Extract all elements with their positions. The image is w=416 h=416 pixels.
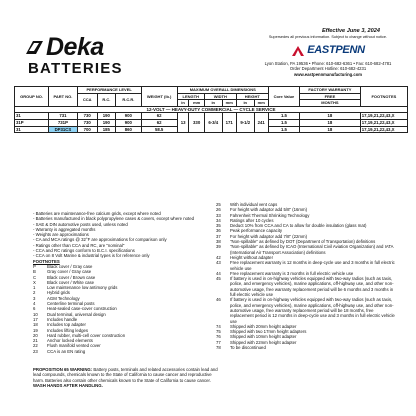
cell-weight: 62	[141, 113, 177, 120]
footnote-item: 37 For height with adaptor add 7/8" (22mm)	[216, 233, 307, 239]
footnote-item: 45 If battery is used in on-highway vehicles equipped with two-way radios (such as taxis, police, and emergency vehicles), marine applications, off-highway use, and other non-automotive usage, free warranty replacement period will be 6 months and 3 months in full electric vehicle use	[216, 276, 394, 298]
footnotes-right-list	[216, 202, 396, 350]
h-weight: WEIGHT (lb.)	[141, 87, 177, 107]
cell-wid-in: 6-3/4	[204, 113, 222, 133]
footnote-item: 6 Heat-sealed case-cover construction	[33, 306, 117, 312]
h-width: WIDTH	[204, 93, 236, 100]
cell-fn: 17,19,21,22,43,X	[360, 119, 407, 126]
h-core: Core Value	[268, 87, 299, 107]
footnote-item: 17 Includes handle	[33, 316, 78, 322]
h-hgt-in: in	[236, 100, 254, 107]
footnote-item: 76 Shipped with 10mm height adapter	[216, 334, 297, 340]
footnote-item: B Gray cover / Gray case	[33, 269, 92, 275]
general-notes	[33, 211, 213, 354]
footnote-item: 2 Hybrid grids	[33, 290, 70, 296]
note-item: - SAE & DIN automotive posts used, unless noted	[33, 221, 128, 227]
h-months: MONTHS	[300, 100, 361, 107]
eastpenn-text: EASTPENN	[307, 43, 365, 56]
footnote-item: 46 If battery is used in on-highway vehicles equipped with two-way radios (such as taxis, police, and emergency vehicles), marine applications, off-highway use, and other non-automotive usage, free warranty replacement period will be 18 months, free replacement period is 12 months in deep-cycle use and 3 months in full electric vehicle use	[216, 297, 395, 324]
footnote-item: 39 "Non-spillable" as defined by ICAO (International Civil Aviation Organization) and IATA (International Air Transport Association) definitions	[216, 244, 394, 255]
cell-months: 18	[300, 113, 361, 120]
footnote-item: 23 CCA is an EN rating	[33, 348, 86, 354]
cell-group: 31	[15, 126, 49, 133]
footnotes-left-list	[33, 264, 213, 354]
cell-months: 18	[300, 126, 361, 133]
cell-hgt-mm: 241	[254, 113, 268, 133]
prop65-title: PROPOSITION 65 WARNING:	[33, 367, 93, 372]
footnote-item: C Black cover / Brown case	[33, 274, 96, 280]
cell-weight: 58.5	[141, 126, 177, 133]
spec-table	[14, 86, 408, 133]
cell-cca: 730	[77, 113, 97, 120]
h-rc: R.C.	[97, 93, 116, 106]
footnote-item: 10 Dual terminal, universal design	[33, 311, 106, 317]
footnote-item: 3 AGM Technology	[33, 295, 80, 301]
header-info	[248, 28, 408, 77]
effective-date: Effective June 3, 2024	[321, 28, 380, 34]
footnote-item: 36 Peak performance capacity	[216, 228, 283, 234]
footnote-item: 20 Hard rubber, multi-cell cover construction	[33, 332, 126, 338]
footnote-item: 78 To be discontinued	[216, 345, 266, 351]
cell-rcr: 860	[116, 126, 141, 133]
footnote-item: 1 Low maintenance low antimony grids	[33, 285, 118, 291]
footnote-item: X Black cover / White case	[33, 279, 95, 285]
h-wid-in: in	[204, 100, 222, 107]
cell-part: 731P	[49, 119, 78, 126]
footnote-item: 77 Shipped with 22mm height adapter	[216, 339, 297, 345]
table-row	[15, 113, 408, 120]
cell-rc: 185	[97, 126, 116, 133]
cell-len-in: 13	[177, 113, 189, 133]
company-address: Lyon Station, PA 19536 • Phone: 610-682-6361 • Fax: 610-682-4781	[264, 60, 392, 66]
h-len-in: in	[177, 100, 189, 107]
h-len-mm: mm	[189, 100, 204, 107]
cell-rcr: 900	[116, 113, 141, 120]
cell-len-mm: 330	[189, 113, 204, 133]
cell-rc: 190	[97, 119, 116, 126]
h-warranty: FACTORY WARRANTY	[300, 87, 361, 94]
cell-cca: 730	[77, 119, 97, 126]
h-part: PART NO.	[49, 87, 78, 107]
cell-core: 1.5	[268, 126, 299, 133]
cell-months: 18	[300, 119, 361, 126]
h-footnotes: FOOTNOTES	[360, 87, 407, 107]
note-item: - Batteries are maintenance-free calcium grids, except where noted	[33, 211, 161, 216]
note-item: - Weights are approximations	[33, 232, 89, 238]
prop65-warning	[33, 367, 218, 388]
note-item: - Ratings other than CCA and RC, are "nominal"	[33, 242, 125, 248]
deka-swoosh-icon	[24, 39, 44, 57]
cell-core: 1.5	[268, 119, 299, 126]
footnote-item: 33 Fahrenheit Thermal Shrinking Technology	[216, 212, 310, 218]
cell-wid-mm: 171	[222, 113, 236, 133]
h-free: FREE	[300, 93, 361, 100]
cell-cca: 700	[77, 126, 97, 133]
footnote-item: 44 Free replacement warranty is 3 months in full electric vehicle use	[216, 270, 354, 276]
note-item: - Warranty is aggregated months	[33, 226, 96, 232]
footnote-item: 74 Shipped with 20mm height adapter	[216, 323, 297, 329]
h-height: HEIGHT	[236, 93, 268, 100]
footnote-item: 35 Deduct 10% from CCA and CA to allow for double insulation (glass mat)	[216, 223, 367, 229]
eastpenn-mark-icon	[291, 45, 305, 57]
footnote-item: 75 Shipped with two 17mm height adapters	[216, 329, 307, 335]
order-hotline: Order Department Hotline: 610-682-4231	[289, 66, 367, 72]
cell-fn: 17,19,21,22,43,X	[360, 113, 407, 120]
footnote-item: P Black cover / Gray case	[33, 263, 93, 269]
h-perf: PERFORMANCE LEVEL	[77, 87, 141, 94]
cell-group: 31P	[15, 119, 49, 126]
section-title: 12-VOLT — HEAVY-DUTY COMMERCIAL — CYCLE SERVICE	[15, 106, 408, 113]
footnote-item: 22 Flush manifold vented cover	[33, 343, 101, 349]
h-wid-mm: mm	[222, 100, 236, 107]
cell-part-highlighted: DP31CS	[49, 126, 78, 133]
footnote-item: 43 Free replacement warranty is 12 months in deep-cycle use and 3 months in full electric vehicle use	[216, 260, 395, 271]
deka-brand	[24, 35, 154, 60]
footnote-item: 4 Centerline terminal posts	[33, 301, 95, 307]
note-item: - CCA and RC ratings conform to B.C.I. specifications	[33, 248, 135, 254]
footnote-item: 25 With individual vent caps	[216, 202, 278, 207]
cell-rc: 190	[97, 113, 116, 120]
note-item: - Batteries manufactured in black polypropylene cases & covers, except where noted	[33, 216, 194, 222]
cell-part: 731	[49, 113, 78, 120]
cell-fn: 17,19,21,22,43,X	[360, 126, 407, 133]
supersede-note: Supersedes all previous information. Subject to change without notice.	[268, 35, 388, 39]
footnotes-title: FOOTNOTES	[33, 258, 60, 264]
footnote-item: 21 Anchor locked elements	[33, 338, 93, 344]
note-item: - CCA on 8 Volt Marine & industrial types is for reference only	[33, 253, 150, 259]
prop65-wash: WASH HANDS AFTER HANDLING.	[33, 382, 103, 388]
footnote-item: 18 Includes top adapter	[33, 322, 86, 328]
h-cca: CCA	[77, 93, 97, 106]
footnote-item: 34 Ratings after 10 cycles	[216, 217, 274, 223]
h-length: LENGTH	[177, 93, 204, 100]
h-group: GROUP NO.	[15, 87, 49, 107]
note-item: - CA and MCA ratings @ 32°F are approximations for comparison only	[33, 237, 167, 243]
deka-logo	[24, 35, 154, 77]
footnote-item: 19 Includes lifting ledges	[33, 327, 89, 333]
footnote-item: 38 "Non-spillable" as defined by DOT (Department of Transportation) definitions	[216, 239, 376, 245]
cell-core: 1.5	[268, 113, 299, 120]
h-dims: MAXIMUM OVERALL DIMENSIONS	[177, 87, 268, 94]
h-rcr: R.C.R.	[116, 93, 141, 106]
deka-sub: BATTERIES	[28, 60, 123, 77]
cell-weight: 62	[141, 119, 177, 126]
cell-rcr: 900	[116, 119, 141, 126]
company-website: www.eastpennmanufacturing.com	[293, 71, 363, 77]
h-hgt-mm: mm	[254, 100, 268, 107]
footnote-item: 26 For height with adaptor add 5/8" (16mm)	[216, 207, 307, 213]
cell-hgt-in: 9-1/2	[236, 113, 254, 133]
footnote-item: 42 Height without adapter	[216, 254, 273, 260]
prop65-body: Battery posts, terminals and related accessories contain lead and lead compounds, chemicals known to the State of California to cause cancer and reproductive harm. Batteries also contain other chemicals known to the State of California to cause cancer.	[33, 367, 218, 383]
eastpenn-logo	[288, 44, 368, 58]
cell-group: 31	[15, 113, 49, 120]
deka-brand-text: Deka	[46, 33, 104, 61]
